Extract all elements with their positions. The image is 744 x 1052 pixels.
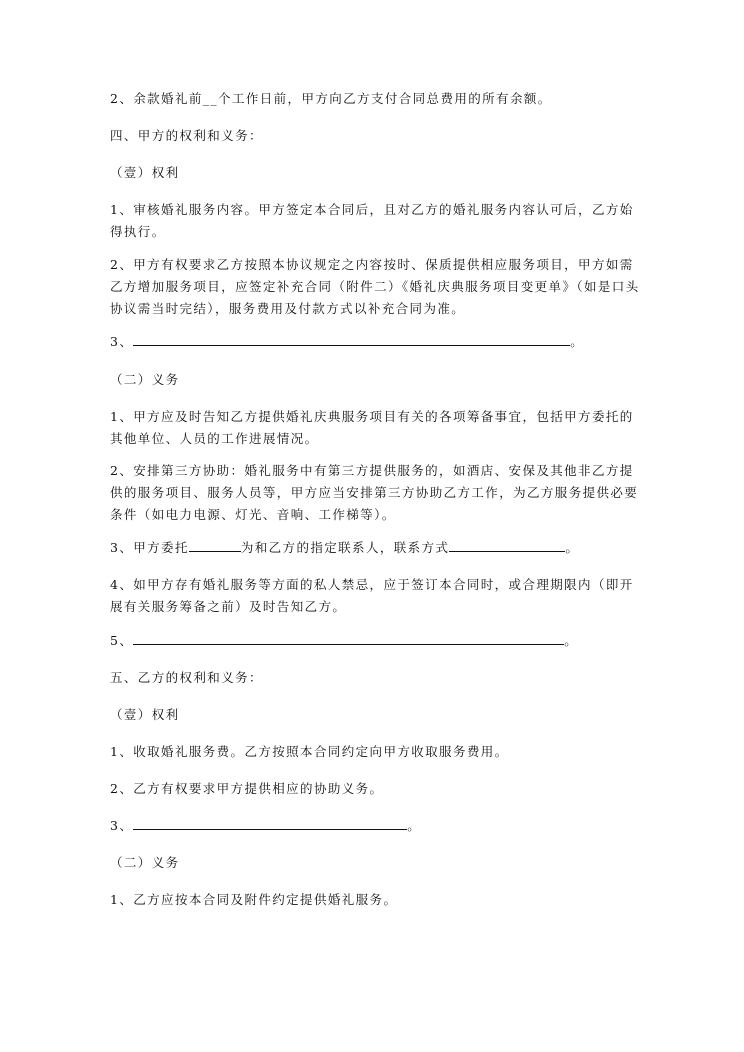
- duty-3-start: 3、甲方委托: [110, 540, 189, 555]
- section-4-right-2: 2、甲方有权要求乙方按照本协议规定之内容按时、保质提供相应服务项目，甲方如需乙方增加服务项目，应签定补充合同（附件二）《婚礼庆典服务项目变更单》（如是口头协议需当时完结），服务费用及付款方式以补充合同为准。: [110, 257, 640, 316]
- fill-in-blank[interactable]: [133, 632, 564, 645]
- section-4-duty-2: 2、安排第三方协助：婚礼服务中有第三方提供服务的，如酒店、安保及其他非乙方提供的服务项目、服务人员等，甲方应当安排第三方协助乙方工作，为乙方服务提供必要条件（如电力电源、灯光、音响、工作梯等）。: [110, 463, 639, 522]
- item-number: 5、: [110, 633, 134, 648]
- item-end: 。: [407, 818, 422, 833]
- section-5-rights-heading: （壹）权利: [110, 707, 180, 722]
- section-5-duty-1: 1、乙方应按本合同及附件约定提供婚礼服务。: [110, 892, 398, 907]
- section-4-duty-1: 1、甲方应及时告知乙方提供婚礼庆典服务项目有关的各项筹备事宜，包括甲方委托的其他单位、人员的工作进展情况。: [110, 409, 634, 446]
- section-4-duty-4: 4、如甲方存有婚礼服务等方面的私人禁忌，应于签订本合同时，或合理期限内（即开展有关服务筹备之前）及时告知乙方。: [110, 577, 634, 614]
- section-4-right-3: [110, 331, 644, 353]
- section-5-duties-heading: （二）义务: [110, 855, 180, 870]
- duty-3-end: 。: [565, 540, 580, 555]
- contact-person-blank[interactable]: [189, 539, 241, 552]
- fill-in-blank[interactable]: [133, 333, 570, 346]
- section-4-duties-heading: （二）义务: [110, 372, 180, 387]
- fill-in-blank[interactable]: [133, 817, 407, 830]
- section-5-right-2: 2、乙方有权要求甲方提供相应的协助义务。: [110, 781, 384, 796]
- item-number: 3、: [110, 334, 134, 349]
- item-end: 。: [570, 334, 585, 349]
- section-4-heading: 四、甲方的权利和义务：: [110, 128, 263, 143]
- section-4-rights-heading: （壹）权利: [110, 165, 180, 180]
- section-4-duty-3: [110, 537, 644, 559]
- item-number: 3、: [110, 818, 134, 833]
- contact-info-blank[interactable]: [449, 539, 565, 552]
- section-5-heading: 五、乙方的权利和义务：: [110, 670, 263, 685]
- clause-balance-payment: 2、余款婚礼前__个工作日前，甲方向乙方支付合同总费用的所有余额。: [110, 91, 552, 106]
- section-4-right-1: 1、审核婚礼服务内容。甲方签定本合同后，且对乙方的婚礼服务内容认可后，乙方始得执行。: [110, 202, 634, 239]
- item-end: 。: [564, 633, 579, 648]
- section-4-duty-5: [110, 630, 644, 652]
- section-5-right-1: 1、收取婚礼服务费。乙方按照本合同约定向甲方收取服务费用。: [110, 744, 509, 759]
- section-5-right-3: [110, 815, 644, 837]
- duty-3-middle: 为和乙方的指定联系人，联系方式: [240, 540, 450, 555]
